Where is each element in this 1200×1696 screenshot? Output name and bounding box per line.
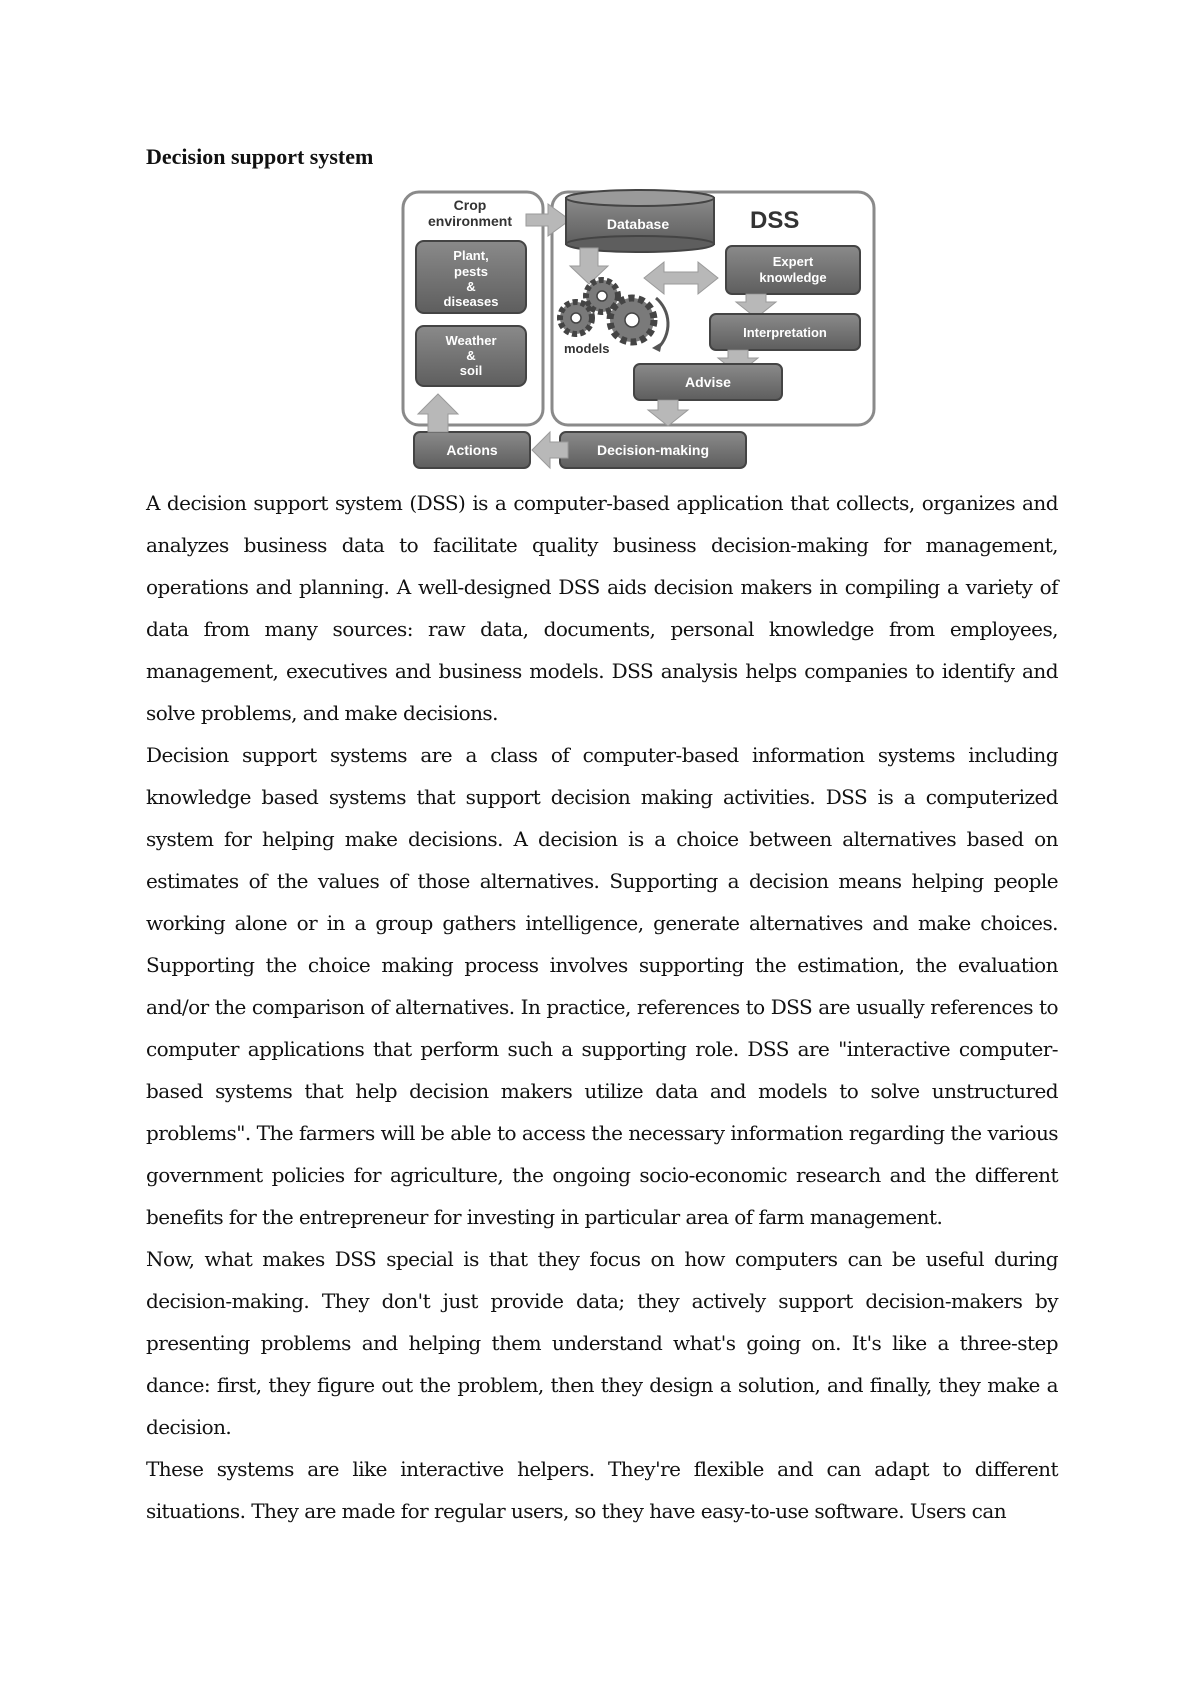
crop-environment-label-1: Crop — [453, 197, 487, 213]
paragraph-2: Decision support systems are a class of computer-based information systems including knowledge based systems that support decision making activities. DSS is a computerized system for helping make decisions. A decision is a choice between alternatives based on estimates of the values of those alternatives. Supporting a decision means helping people working alone or in a group gathers intelligence, generate alternatives and make choices. Supporting the choice making process involves supporting the estimation, the evaluation and/or the comparison of alternatives. In practice, references to DSS are usually references to computer applications that perform such a supporting role. DSS are "interactive computer-based systems that help decision makers utilize data and models to solve unstructured problems". The farmers will be able to access the necessary information regarding the various government policies for agriculture, the ongoing socio-economic research and the different benefits for the entrepreneur for investing in particular area of farm management. — [146, 743, 1058, 1229]
interpretation-label: Interpretation — [743, 325, 827, 340]
paragraph-3: Now, what makes DSS special is that they focus on how computers can be useful during decision-making. They don't just provide data; they actively support decision-makers by presenting problems and helping them understand what's going on. It's like a three-step dance: first, they figure out the problem, then they design a solution, and finally, they make a decision. — [146, 1247, 1058, 1439]
plant-label-2: pests — [454, 264, 488, 279]
plant-label-1: Plant, — [453, 248, 489, 263]
weather-label-1: Weather — [445, 333, 497, 348]
crop-environment-label-2: environment — [427, 213, 513, 229]
dss-title: DSS — [750, 207, 800, 234]
section-heading: Decision support system — [146, 144, 374, 169]
plant-label-4: diseases — [443, 294, 499, 309]
dss-diagram — [398, 188, 878, 472]
expert-label-1: Expert — [772, 254, 814, 269]
weather-label-3: soil — [459, 363, 483, 378]
decision-making-label: Decision-making — [596, 442, 710, 458]
actions-label: Actions — [446, 442, 498, 458]
paragraph-4: These systems are like interactive helpers. They're flexible and can adapt to different situations. They are made for regular users, so they have easy-to-use software. Users can — [146, 1457, 1058, 1523]
weather-label-2: & — [466, 348, 476, 363]
advise-label: Advise — [685, 374, 731, 390]
body-text — [146, 482, 1058, 1532]
models-label: models — [564, 341, 610, 356]
database-label: Database — [606, 216, 670, 232]
expert-label-2: knowledge — [759, 270, 827, 285]
paragraph-1: A decision support system (DSS) is a computer-based application that collects, organizes and analyzes business data to facilitate quality business decision-making for management, operations and planning. A well-designed DSS aids decision makers in compiling a variety of data from many sources: raw data, documents, personal knowledge from employees, management, executives and business models. DSS analysis helps companies to identify and solve problems, and make decisions. — [146, 491, 1058, 725]
plant-label-3: & — [466, 279, 476, 294]
